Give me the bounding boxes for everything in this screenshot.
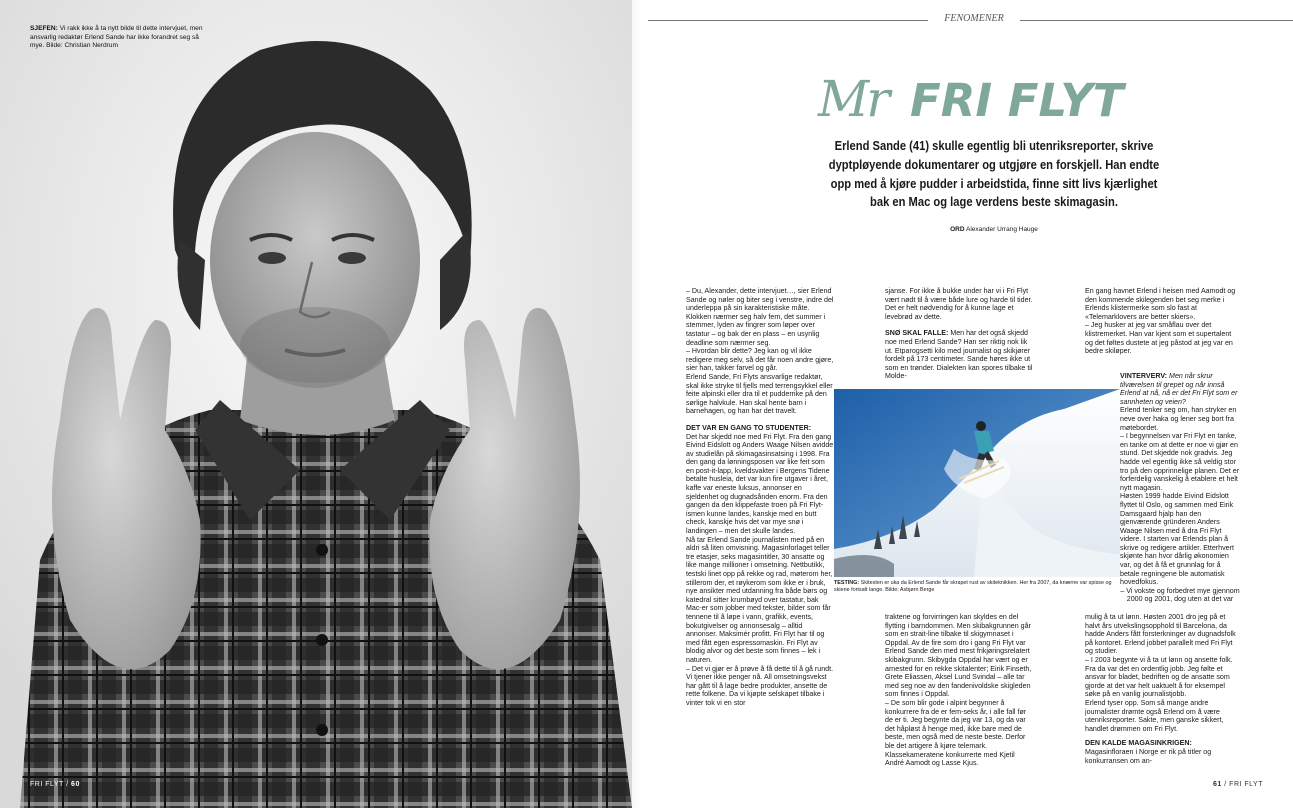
- paragraph: Nå tar Erlend Sande journalisten med på en aldri så liten omvisning. Magasinforlaget teller tre etasjer, seks magasintitler, 30 ansatte og like mange millioner i omsetning. Nettbutikk, testski linet opp på rekke og rad, møterom her, stillerom der, et røykerom som ikke er i bruk, nye ansikter med utdanning fra både børs og katedral sitter krumbøyd over tastatur, bak Mac-er som jobber med tekster, bilder som får tennene til å løpe i vann, grafikk, events, bokutgivelser og annonsesalg – alltid annonser. Maksimér profitt. Fri Flyt har til og med fått egen espressomaskin. Fri Flyt av blodig alvor og det beste som finnes – lek i naturen.: [686, 535, 833, 664]
- paragraph: Det har skjedd noe med Fri Flyt. Fra den gang Eivind Eidslott og Anders Waage Nilsen avidde av studielån på skimagasinsatsing i 1998. Fra den gang da lønningsposen var like feit som en post-it-lapp, kveldsvakter i Bergens Tidene betalte husleia, det var kun fire utgaver i året, kaffe var eneste luksus, annonser en sjeldenhet og dugnadsånden enorm. Fra den gangen da den klippefaste troen på Fri Flyt-ismen kunne landes, kanskje med en butt check, kanskje hvis det var myе snø i landingen – men det skulle landes.: [686, 432, 834, 536]
- section-label: FENOMENER: [944, 13, 1004, 24]
- paragraph: – Det vi gjør er å prøve å få dette til å gå rundt. Vi tjener ikke penger nå. All omsetningsvekst har gått til å lage bedre produkter, ansette de rette folkene. Da vi kjøpte selskapet tilbake i vinter tok vi en stor: [686, 664, 834, 707]
- lede: Erlend Sande (41) skulle egentlig bli utenriksreporter, skrive dyptpløyende dokumentarer og utgjøre en forskjell. Han endte opp med å kjøre pudder i arbeidstida, finne sitt livs kjærlighet bak en Mac og lage verdens beste skimagasin.: [828, 138, 1160, 210]
- paragraph: Men har det også skjedd noe med Erlend Sande? Han ser riktig nok lik ut. Etparogsetti kilo med journalist og skikjører fordelt på 173 centimeter. Sande høres ikke ut som en trønder. Dialekten kan spores tilbake til Molde-: [885, 329, 1033, 381]
- folio-magazine: FRI FLYT: [1229, 781, 1263, 788]
- left-page: [0, 0, 632, 808]
- paragraph: Magasinfloraen i Norge er rik på titler og konkurransen om an-: [1085, 747, 1212, 765]
- paragraph: En gang havnet Erlend i heisen med Aamodt og den kommende skilegenden bet seg merke i Erlends klistermerke som slo fast at «Telemarklovers are better skiers».: [1085, 287, 1236, 321]
- paragraph: Klokken nærmer seg halv fem, det summer i stemmer, lyden av fingrer som løper over tastatur – og bak der en plass – en usynlig deadline som nærmer seg.: [686, 312, 826, 347]
- section-rule-right: [1020, 20, 1293, 21]
- caption-text: Vi rakk ikke å ta nytt bilde til dette intervjuet, men ansvarlig redaktør Erlend Sande har ikke forandret seg så mye.: [30, 25, 203, 49]
- paragraph: sjanse. For ikke å bukke under har vi i Fri Flyt vært nødt til å være både lure og harde til tider. Det er helt nødvendig for å kunne lage et levebrød av dette.: [885, 287, 1033, 321]
- caption-lead: SJEFEN:: [30, 25, 58, 32]
- byline-author: Alexander Urrang Hauge: [966, 226, 1038, 233]
- paragraph: – Du, Alexander, dette intervjuet…, sier Erlend Sande og nøler og biter seg i venstre, indre del underleppa på sin karakteristiske måte.: [686, 287, 834, 313]
- paragraph: – Vi vokste og forbedret mye gjennom 2000 og 2001, dog uten at det var: [1120, 586, 1240, 604]
- inset-caption: [834, 580, 1122, 594]
- folio-page-number: 61: [1213, 781, 1222, 788]
- paragraph: Erlend tenker seg om, han stryker en neve over haka og lener seg bort fra møtebordet.: [1120, 406, 1237, 432]
- column-2-bottom: [885, 613, 1033, 768]
- byline-label: ORD: [950, 226, 965, 233]
- subheading-question: Men når skrur tilværelsen til grepet og når innså Erlend at nå, nå er det Fri Flyt som er sannheten og veien?: [1120, 372, 1238, 406]
- column-3-top: [1085, 287, 1239, 356]
- column-3-bottom: [1085, 613, 1239, 765]
- subheading: DET VAR EN GANG TO STUDENTER:: [686, 423, 812, 432]
- paragraph: Erlend tyser opp. Som så mange andre journalister drømte også Erlend om å være utenriksreporter. Sakte, men ganske sikkert, handlet drømmen om Fri Flyt.: [1085, 698, 1224, 733]
- paragraph: Høsten 1999 hadde Eivind Eidslott flyttet til Oslo, og sammen med Eirik Damsgaard hjalp han den gjenværende gründeren Anders Waage Nilsen med å dra Fri Flyt videre. I starten var Erlends plan å skrive og redigere artikler. Etterhvert skjønte han hvor dårlig økonomien var, og det å få et grunnlag for å betale regningene ble automatisk hovedfokus.: [1120, 492, 1234, 587]
- byline: [828, 226, 1160, 233]
- column-3-wrap: [1120, 372, 1240, 604]
- headline-name: FRI FLYT: [910, 74, 1124, 127]
- inset-caption-text: Skitesten er uka da Erlend Sande får skrapet rust av skiteknikken. Her fra 2007, da knærne var spisse og skiene fortsatt lange. Bilde: Asbjørn Berge: [834, 580, 1112, 593]
- folio-left: FRI FLYT / 60: [30, 781, 80, 788]
- paragraph: mulig å ta ut lønn. Høsten 2001 dro jeg på et halvt års utvekslingsopphold til Barcelona, da hadde Anders fått forsterkninger av dugnadsfolk på kontoret. Erlend jobbet parallelt med Fri Flyt og studier.: [1085, 613, 1236, 656]
- paragraph: – Hvordan blir dette? Jeg kan og vil ikke redigere meg selv, så det får noen andre gjøre, sier han, takker farvel og går.: [686, 347, 834, 373]
- skier-photo: [834, 389, 1120, 577]
- portrait-photo: [0, 0, 632, 808]
- caption-credit: Bilde: Christian Nerdrum: [46, 42, 118, 49]
- subheading: VINTERVERV:: [1120, 372, 1168, 380]
- paragraph: – I 2003 begynte vi å ta ut lønn og ansette folk. Fra da var det en ordentlig jobb. Jeg følte et ansvar for bladet, bedriften og de ansatte som gjorde at det var helt uaktuelt å for eksempel søke på en vanlig journalistjobb.: [1085, 655, 1233, 699]
- folio-magazine: FRI FLYT: [30, 781, 64, 788]
- headline-prefix: Mr: [818, 70, 888, 128]
- paragraph: – De som blir gode i alpint begynner å konkurrere fra de er fem-seks år, i alle fall før de er ti. Jeg begynte da jeg var 13, og da var det håpløst å henge med, ikke bare med de beste, men også med de neste beste. Derfor ble det artigere å kjøre telemark. Klassekameratene konkurrerte med Kjetil André Aamodt og Lasse Kjus.: [885, 698, 1027, 768]
- column-2-top: [885, 287, 1033, 381]
- section-header: [648, 12, 1293, 28]
- right-page: [648, 0, 1293, 808]
- gutter: [632, 0, 648, 808]
- section-rule-left: [648, 20, 928, 21]
- subheading: DEN KALDE MAGASINKRIGEN:: [1085, 739, 1192, 748]
- folio-right: 61 / FRI FLYT: [1213, 781, 1263, 788]
- folio-page-number: 60: [71, 781, 80, 788]
- subheading: SNØ SKAL FALLE:: [885, 329, 949, 338]
- headline: [818, 68, 1138, 128]
- paragraph: – I begynnelsen var Fri Flyt en tanke, en tanke om at dette er noe vi gjør en stund. Det skjedde nok gradvis. Jeg hadde vel egentlig ikke så veldig stor tro på den opprinnelige planen. Det er forferdelig vanskelig å etablere et helt nytt magasin.: [1120, 432, 1240, 492]
- inset-caption-lead: TESTING:: [834, 580, 860, 586]
- paragraph: – Jeg husker at jeg var småflau over det klistremerket. Han var kjent som et supertalent og det føltes dustete at jeg påstod at jeg var en bedre skiløper.: [1085, 321, 1233, 356]
- paragraph: traktene og forvirringen kan skyldes en del flytting i barndommen. Men skibakgrunnen går som en strait-line tilbake til skigymnaset i Oppdal. Av de fire som dro i gang Fri Flyt var Erlend Sande den med mest frikjøringsrelatert skibakgrunn. Skibygda Oppdal har vært og er arnested for en rekke skitalenter; Eirik Finseth, Grete Eliassen, Aksel Lund Svindal – alle tar med seg noe av den fandenivoldske skigleden som finnes i Oppdal.: [885, 613, 1032, 699]
- paragraph: Erlend Sande, Fri Flyts ansvarlige redaktør, skal ikke stryke til fjells med terrengsykkel eller feite alpinski eller dra til et pudderrike på den sørlige halvkule. Han skal hente barn i barnehagen, og han har det travelt.: [686, 372, 833, 416]
- column-1: [686, 287, 834, 708]
- photo-caption: [30, 25, 205, 51]
